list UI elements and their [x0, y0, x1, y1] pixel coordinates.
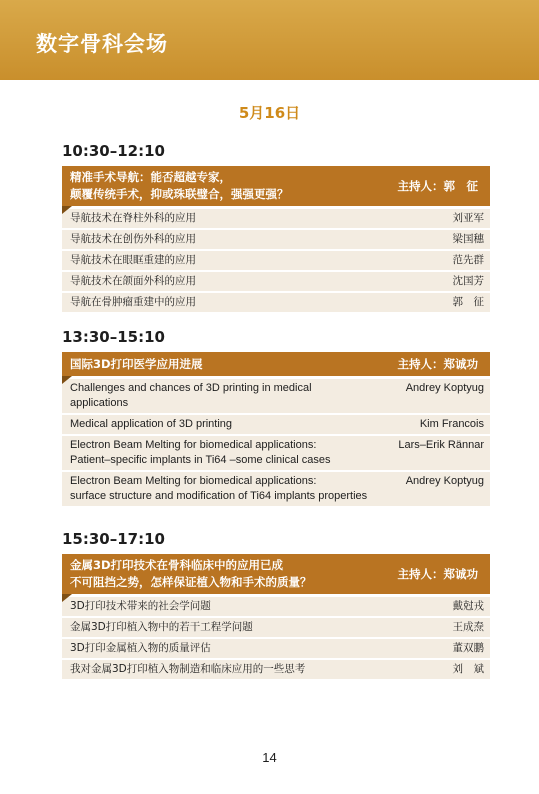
session-block	[62, 140, 490, 314]
session-title: 金属3D打印技术在骨科临床中的应用已成 不可阻挡之势，怎样保证植入物和手术的质量？	[70, 558, 312, 589]
page-number: 14	[262, 750, 277, 765]
session-header	[62, 352, 490, 376]
session-host: 主持人：郭 征	[397, 179, 478, 193]
session-title: 精准手术导航：能否超越专家， 颠覆传统手术，抑或珠联璧合，强强更强？	[70, 170, 289, 201]
agenda-speaker: 戴尅戎	[452, 600, 484, 612]
agenda-topic: 导航技术在创伤外科的应用	[70, 233, 196, 245]
session-host: 主持人：郑诚功	[397, 357, 478, 371]
agenda-speaker: Lars–Erik Rännar	[398, 439, 484, 451]
header-banner	[0, 0, 539, 80]
agenda-topic: 导航技术在颌面外科的应用	[70, 275, 196, 287]
agenda-row	[62, 618, 490, 639]
agenda-row	[62, 472, 490, 508]
agenda-topic: 3D打印技术带来的社会学问题	[70, 600, 211, 612]
session-time: 10:30–12:10	[62, 142, 165, 160]
agenda-list	[62, 209, 490, 314]
session-header	[62, 166, 490, 206]
agenda-speaker: 刘 斌	[452, 663, 484, 675]
agenda-speaker: 董双鹏	[452, 642, 484, 654]
agenda-topic: 我对金属3D打印植入物制造和临床应用的一些思考	[70, 663, 306, 675]
agenda-topic: 导航技术在脊柱外科的应用	[70, 212, 196, 224]
agenda-row	[62, 379, 490, 415]
agenda-topic: Medical application of 3D printing	[70, 418, 233, 430]
agenda-speaker: 沈国芳	[452, 275, 484, 287]
session-time: 15:30–17:10	[62, 530, 165, 548]
agenda-topic: Challenges and chances of 3D printing in medical applications	[70, 382, 312, 409]
session-header	[62, 554, 490, 594]
agenda-list	[62, 597, 490, 681]
agenda-speaker: 郭 征	[452, 296, 484, 308]
agenda-row	[62, 660, 490, 681]
session-title: 国际3D打印医学应用进展	[70, 356, 203, 371]
agenda-speaker: 王成焘	[452, 621, 484, 633]
agenda-speaker: 梁国穗	[452, 233, 484, 245]
page-title: 数字骨科会场	[36, 32, 168, 56]
session-block	[62, 528, 490, 681]
agenda-row	[62, 415, 490, 436]
agenda-topic: Electron Beam Melting for biomedical applications: surface structure and modification of Ti64 implants properties	[70, 475, 368, 502]
agenda-topic: 金属3D打印植入物中的若干工程学问题	[70, 621, 253, 633]
agenda-speaker: Andrey Koptyug	[405, 475, 484, 487]
agenda-row	[62, 597, 490, 618]
agenda-topic: 3D打印金属植入物的质量评估	[70, 642, 211, 654]
agenda-row	[62, 639, 490, 660]
agenda-speaker: 刘亚军	[452, 212, 484, 224]
session-host: 主持人：郑诚功	[397, 567, 478, 581]
agenda-topic: 导航在骨肿瘤重建中的应用	[70, 296, 196, 308]
agenda-row	[62, 230, 490, 251]
agenda-speaker: Andrey Koptyug	[405, 382, 484, 394]
agenda-topic: Electron Beam Melting for biomedical applications: Patient–specific implants in Ti64 –some clinical cases	[70, 439, 331, 466]
session-time: 13:30–15:10	[62, 328, 165, 346]
session-block	[62, 326, 490, 508]
agenda-topic: 导航技术在眼眶重建的应用	[70, 254, 196, 266]
agenda-list	[62, 379, 490, 508]
agenda-row	[62, 293, 490, 314]
agenda-row	[62, 209, 490, 230]
agenda-row	[62, 272, 490, 293]
date-heading: 5月16日	[238, 104, 301, 122]
agenda-row	[62, 251, 490, 272]
agenda-speaker: 范先群	[452, 254, 484, 266]
agenda-speaker: Kim Francois	[419, 418, 484, 430]
agenda-row	[62, 436, 490, 472]
